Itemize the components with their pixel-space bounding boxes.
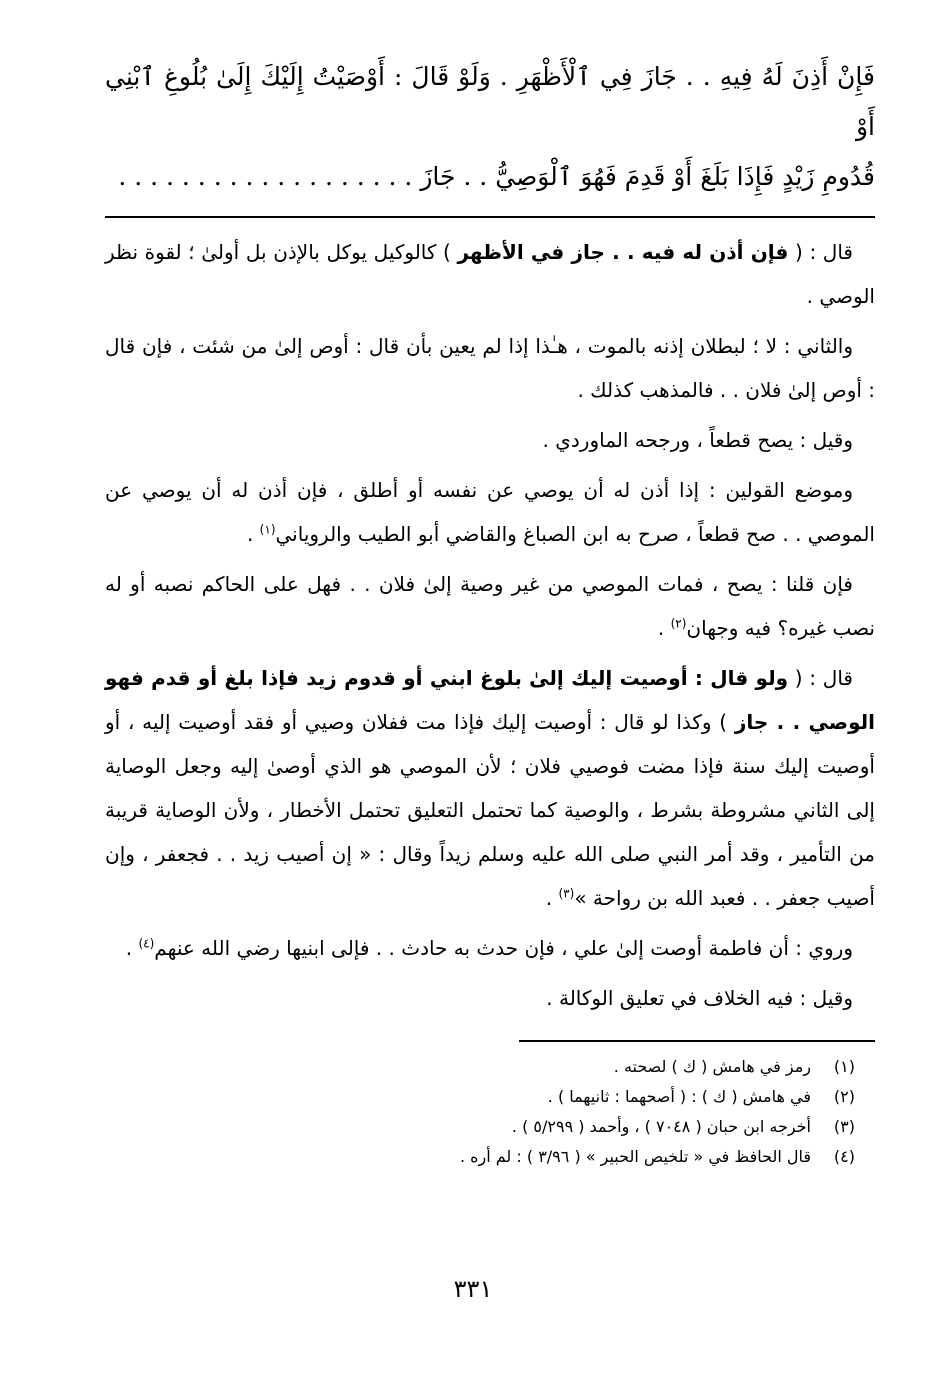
commentary-paragraph: وقيل : يصح قطعاً ، ورجحه الماوردي . — [542, 428, 853, 452]
footnote — [105, 1142, 855, 1172]
footnote-separator — [519, 1040, 875, 1042]
footnote-ref: (٤) — [138, 936, 155, 951]
commentary — [105, 230, 875, 1020]
footnote-text: قال الحافظ في « تلخيص الحبير » ( ٣/٩٦ ) : لم أره . — [459, 1147, 811, 1166]
commentary-paragraph: والثاني : لا ؛ لبطلان إذنه بالموت ، هـٰذا إذا لم يعين بأن قال : أوص إلىٰ من شئت ، فإن قال : أوص إلىٰ فلان . . فالمذهب كذلك . — [105, 334, 875, 402]
footnote — [105, 1112, 855, 1142]
footnote-ref: (١) — [259, 522, 276, 537]
commentary-paragraph: فإن قلنا : يصح ، فمات الموصي من غير وصية إلىٰ فلان . . فهل على الحاكم نصبه أو له نصب غيره؟ فيه وجهان$^{(٢)}$ . — [105, 572, 875, 640]
commentary-paragraph: وقيل : فيه الخلاف في تعليق الوكالة . — [546, 986, 853, 1010]
commentary-paragraph: وروي : أن فاطمة أوصت إلىٰ علي ، فإن حدث به حادث . . فإلى ابنيها رضي الله عنهم$^{(٤)}$ . — [125, 936, 853, 960]
footnote-text: رمز في هامش ( ك ) لصحته . — [613, 1057, 811, 1076]
commentary-paragraph: وموضع القولين : إذا أذن له أن يوصي عن نفسه أو أطلق ، فإن أذن له أن يوصي عن الموصي . . صح قطعاً ، صرح به ابن الصباغ والقاضي أبو الطيب والروياني$^{(١)}$ . — [105, 478, 875, 546]
footnotes — [105, 1052, 875, 1172]
main-text — [105, 52, 875, 202]
footnote-ref: (٣) — [558, 886, 575, 901]
main-text-separator — [105, 216, 875, 218]
footnote-number: (٢) — [833, 1087, 855, 1106]
footnote-ref: (٢) — [670, 616, 687, 631]
commentary-paragraph: قال : ( ولو قال : أوصيت إليك إلىٰ بلوغ ابني أو قدوم زيد فإذا بلغ أو قدم فهو الوصي . . جاز ) وكذا لو قال : أوصيت إليك فإذا مت ففلان وصيي أو فقد أوصيت إليه ، أو أوصيت إليك سنة فإذا مضت فوصيي فلان ؛ لأن الموصي هو الذي أوصىٰ إليه وجعل الوصاية إلى الثاني مشروطة بشرط ، والوصية كما تحتمل التعليق تحتمل الأخطار ، ولأن الوصاية قريبة من التأمير ، وقد أمر النبي صلى الله عليه وسلم زيداً وقال : « إن أصيب زيد . . فجعفر ، وإن أصيب جعفر . . فعبد الله بن رواحة »$^{(٣)}$ . — [105, 666, 875, 910]
footnote — [105, 1052, 855, 1082]
footnote — [105, 1082, 855, 1112]
quoted-main-text: ولو قال : أوصيت إليك إلىٰ بلوغ ابني أو قدوم زيد فإذا بلغ أو قدم فهو الوصي . . جاز — [105, 666, 875, 734]
main-text-line-2: قُدُومِ زَيْدٍ فَإِذَا بَلَغَ أَوْ قَدِمَ فَهُوَ ٱلْوَصِيُّ . . جَازَ . . . . . . . . . . . . . . . . . . . — [118, 162, 875, 191]
footnote-text: في هامش ( ك ) : ( أصحهما : ثانيهما ) . — [547, 1087, 811, 1106]
footnote-number: (١) — [833, 1057, 855, 1076]
main-text-line-1: فَإِنْ أَذِنَ لَهُ فِيهِ . . جَازَ فِي ٱلْأَظْهَرِ . وَلَوْ قَالَ : أَوْصَيْتُ إِلَيْكَ إِلَىٰ بُلُوغِ ٱبْنِي أَوْ — [105, 62, 875, 141]
book-page — [105, 52, 875, 1172]
footnote-number: (٣) — [833, 1117, 855, 1136]
page-number: ٣٣١ — [453, 1275, 493, 1303]
footnote-number: (٤) — [833, 1147, 855, 1166]
quoted-main-text: فإن أذن له فيه . . جاز في الأظهر — [457, 240, 789, 264]
footnote-text: أخرجه ابن حبان ( ٧٠٤٨ ) ، وأحمد ( ٥/٢٩٩ ) . — [511, 1117, 811, 1136]
commentary-paragraph: قال : ( فإن أذن له فيه . . جاز في الأظهر ) كالوكيل يوكل بالإذن بل أولىٰ ؛ لقوة نظر الوصي . — [105, 240, 875, 308]
